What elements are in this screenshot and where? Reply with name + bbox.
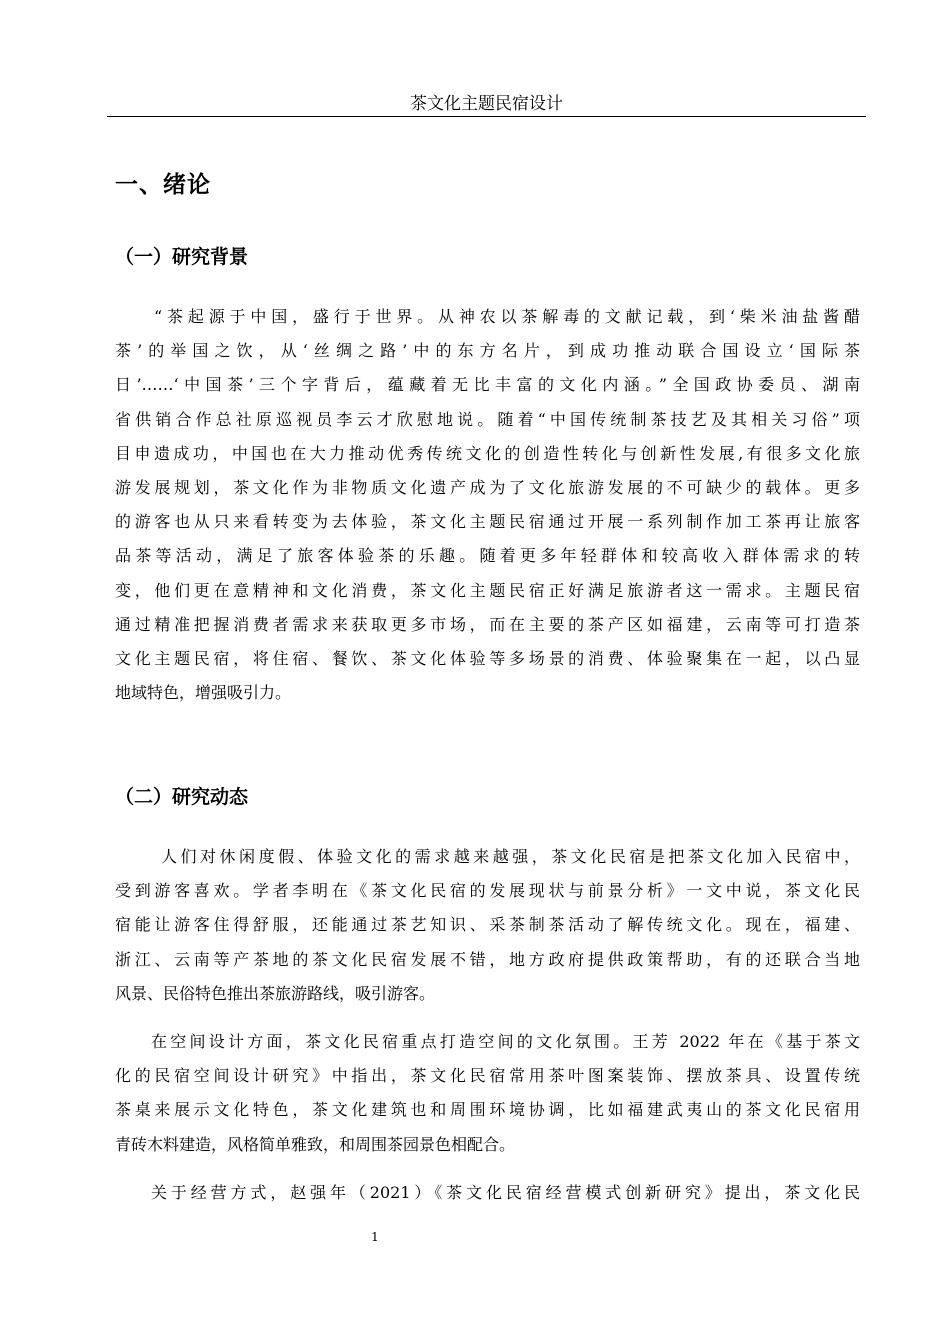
paragraph-line: 省供销合作总社原巡视员李云才欣慰地说。随着“中国传统制茶技艺及其相关习俗”项 [115, 409, 860, 429]
paragraph-line: 宿能让游客住得舒服，还能通过茶艺知识、采茶制茶活动了解传统文化。现在，福建、 [115, 915, 860, 935]
paragraph-line: 日’……‘中国茶’三个字背后，蕴藏着无比丰富的文化内涵。”全国政协委员、湖南 [115, 375, 860, 395]
section-heading-research-dynamics: （二）研究动态 [115, 786, 249, 808]
paragraph-line: 浙江、云南等产茶地的茶文化民宿发展不错，地方政府提供政策帮助，有的还联合当地 [115, 949, 860, 969]
paragraph-dynamics-1 [115, 840, 860, 1011]
paragraph-line: 的游客也从只来看转变为去体验，茶文化主题民宿通过开展一系列制作加工茶再让旅客 [115, 512, 860, 532]
paragraph-line: 受到游客喜欢。学者李明在《茶文化民宿的发展现状与前景分析》一文中说，茶文化民 [115, 881, 860, 901]
paragraph-line: 在空间设计方面，茶文化民宿重点打造空间的文化氛围。王芳 2022 年在《基于茶文 [151, 1032, 860, 1051]
paragraph-line: 地域特色，增强吸引力。 [115, 683, 292, 703]
paragraph-line: 游发展规划，茶文化作为非物质文化遗产成为了文化旅游发展的不可缺少的载体。更多 [115, 477, 860, 497]
paragraph-dynamics-3 [115, 1176, 860, 1210]
paragraph-line: 人们对休闲度假、体验文化的需求越来越强，茶文化民宿是把茶文化加入民宿中， [161, 847, 860, 866]
paragraph-line: 化的民宿空间设计研究》中指出，茶文化民宿常用茶叶图案装饰、摆放茶具、设置传统 [115, 1066, 860, 1086]
paragraph-line: 风景、民俗特色推出茶旅游路线，吸引游客。 [115, 983, 436, 1003]
chapter-heading: 一、绪论 [115, 172, 211, 198]
paragraph-line: 青砖木料建造，风格简单雅致，和周围茶园景色相配合。 [115, 1134, 516, 1154]
paragraph-line: 茶’的举国之饮，从‘丝绸之路’中的东方名片，到成功推动联合国设立‘国际茶 [115, 341, 860, 361]
paragraph-line: 关于经营方式，赵强年（2021）《茶文化民宿经营模式创新研究》提出，茶文化民 [151, 1183, 860, 1202]
paragraph-background [115, 300, 860, 710]
paragraph-line: 品茶等活动，满足了旅客体验茶的乐趣。随着更多年轻群体和较高收入群体需求的转 [115, 546, 860, 566]
running-header: 茶文化主题民宿设计 [410, 94, 563, 114]
paragraph-line: 茶桌来展示文化特色，茶文化建筑也和周围环境协调，比如福建武夷山的茶文化民宿用 [115, 1100, 860, 1120]
paragraph-line: 通过精准把握消费者需求来获取更多市场，而在主要的茶产区如福建，云南等可打造茶 [115, 614, 860, 634]
paragraph-line: 文化主题民宿，将住宿、餐饮、茶文化体验等多场景的消费、体验聚集在一起，以凸显 [115, 648, 860, 668]
paragraph-line: 变，他们更在意精神和文化消费，茶文化主题民宿正好满足旅游者这一需求。主题民宿 [115, 580, 860, 600]
paragraph-dynamics-2 [115, 1025, 860, 1162]
paragraph-line: “茶起源于中国，盛行于世界。从神农以茶解毒的文献记载，到‘柴米油盐酱醋 [154, 307, 860, 326]
section-heading-research-background: （一）研究背景 [115, 246, 249, 268]
page-number: 1 [371, 1230, 379, 1244]
paragraph-line: 目申遗成功，中国也在大力推动优秀传统文化的创造性转化与创新性发展,有很多文化旅 [115, 443, 860, 463]
header-rule [107, 116, 866, 117]
